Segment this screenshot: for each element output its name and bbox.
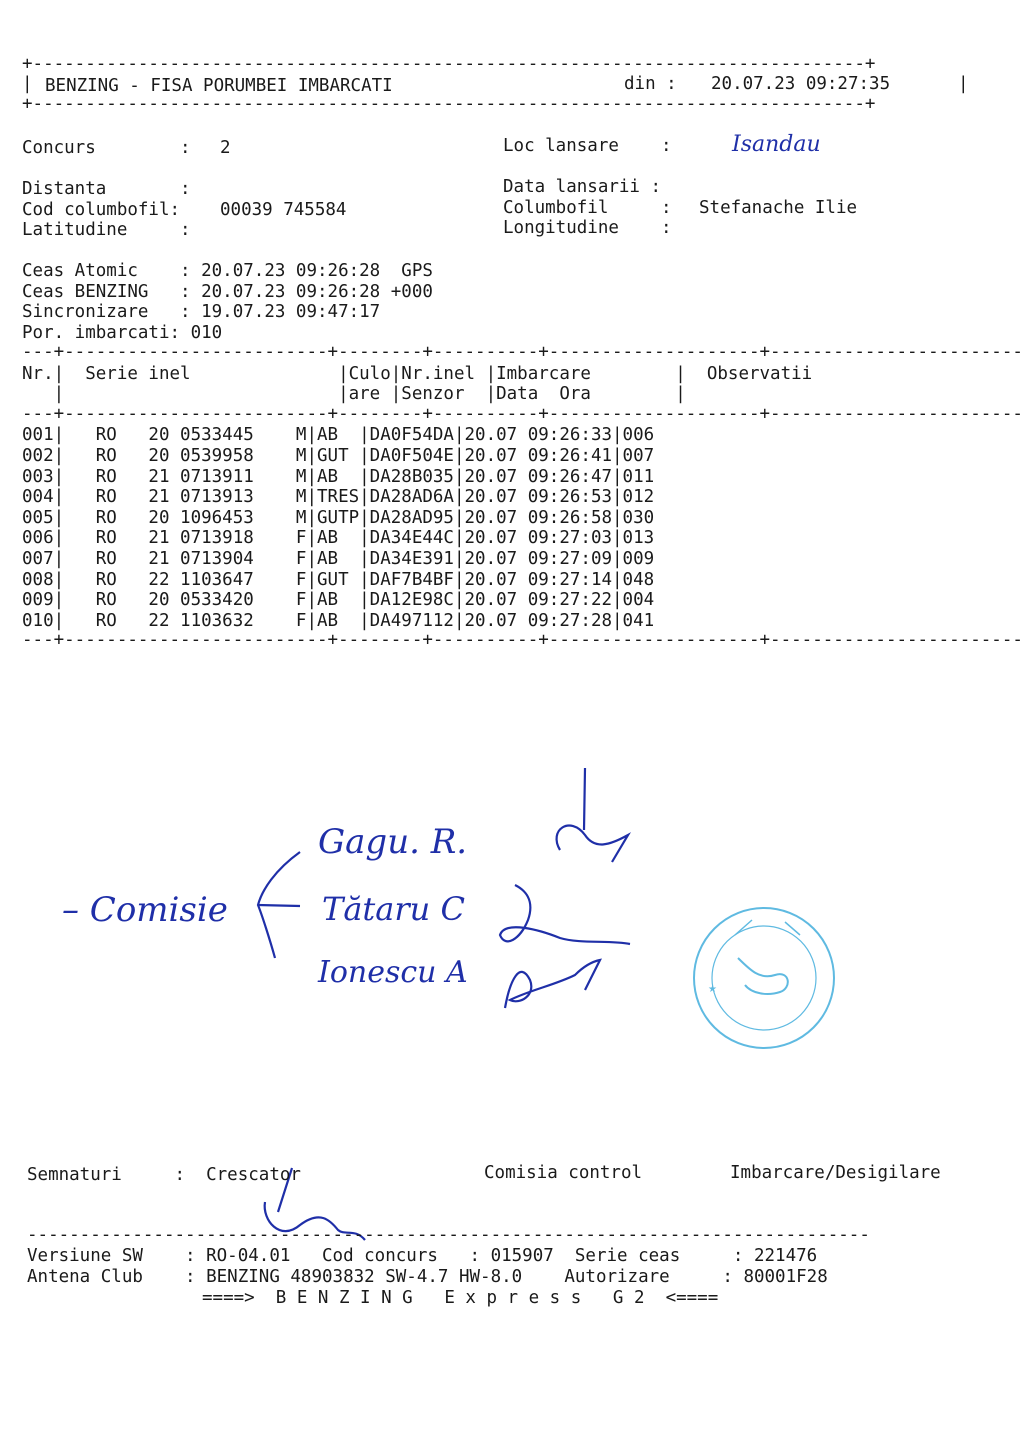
- loc-lansare-label: Loc lansare :: [503, 136, 672, 156]
- table-rule-bottom: ---+-------------------------+--------+----------+--------------------+------------------------: [22, 630, 1023, 650]
- versiune-sw-line: Versiune SW : RO-04.01 Cod concurs : 015907 Serie ceas : 221476: [27, 1246, 818, 1266]
- table-row: 001| RO 20 0533445 M|AB |DA0F54DA|20.07 09:26:33|006: [22, 425, 655, 445]
- commission-name-2: Tătaru C: [322, 890, 465, 928]
- concurs-label: Concurs :: [22, 138, 191, 158]
- benzing-express-banner: ====> B E N Z I N G E x p r e s s G 2 <====: [202, 1288, 719, 1308]
- cod-columbofil-value: 00039 745584: [220, 200, 347, 220]
- antena-club-line: Antena Club : BENZING 48903832 SW-4.7 HW-8.0 Autorizare : 80001F28: [27, 1267, 828, 1287]
- commission-name-1: Gagu. R.: [318, 822, 468, 862]
- table-row: 010| RO 22 1103632 F|AB |DA497112|20.07 09:27:28|041: [22, 611, 655, 631]
- porumbei-imbarcati: Por. imbarcati: 010: [22, 323, 223, 343]
- table-header-row-2: | |are |Senzor |Data Ora |: [22, 384, 686, 404]
- signature-3: [505, 960, 600, 1008]
- sincronizare: Sincronizare : 19.07.23 09:47:17: [22, 302, 381, 322]
- table-row: 003| RO 21 0713911 M|AB |DA28B035|20.07 09:26:47|011: [22, 467, 655, 487]
- table-row: 005| RO 20 1096453 M|GUTP|DA28AD95|20.07 09:26:58|030: [22, 508, 655, 528]
- svg-text:★: ★: [708, 984, 717, 995]
- comisie-note: – Comisie: [62, 890, 228, 930]
- columbofil-value: Stefanache Ilie: [699, 198, 858, 218]
- concurs-value: 2: [220, 138, 231, 158]
- data-lansarii-label: Data lansarii :: [503, 177, 662, 197]
- header-rule-bottom: +-------------------------------------------------------------------------------+: [22, 94, 876, 114]
- distanta-label: Distanta :: [22, 179, 191, 199]
- table-rule-mid: ---+-------------------------+--------+----------+--------------------+------------------------: [22, 404, 1023, 424]
- signature-1: [557, 768, 628, 862]
- brace-arrow: [258, 905, 300, 906]
- footer-rule: --------------------------------------------------------------------------------: [27, 1225, 870, 1245]
- table-row: 007| RO 21 0713904 F|AB |DA34E391|20.07 09:27:09|009: [22, 549, 655, 569]
- signature-2: [500, 885, 630, 944]
- din-label: din :: [624, 74, 677, 94]
- association-stamp: [694, 908, 834, 1048]
- table-rule-top: ---+-------------------------+--------+----------+--------------------+------------------------: [22, 342, 1023, 362]
- table-header-row-1: Nr.| Serie inel |Culo|Nr.inel |Imbarcare | Observatii: [22, 364, 813, 384]
- table-row: 002| RO 20 0539958 M|GUT |DA0F504E|20.07 09:26:41|007: [22, 446, 655, 466]
- table-row: 006| RO 21 0713918 F|AB |DA34E44C|20.07 09:27:03|013: [22, 528, 655, 548]
- din-value: 20.07.23 09:27:35: [711, 74, 891, 94]
- table-row: 004| RO 21 0713913 M|TRES|DA28AD6A|20.07 09:26:53|012: [22, 487, 655, 507]
- semnaturi-crescator: Semnaturi : Crescator: [27, 1165, 301, 1185]
- ceas-benzing: Ceas BENZING : 20.07.23 09:26:28 +000: [22, 282, 433, 302]
- report-title: BENZING - FISA PORUMBEI IMBARCATI: [45, 76, 393, 96]
- header-left-bar: |: [22, 74, 33, 94]
- cod-columbofil-label: Cod columbofil:: [22, 200, 181, 220]
- table-row: 008| RO 22 1103647 F|GUT |DAF7B4BF|20.07 09:27:14|048: [22, 570, 655, 590]
- columbofil-label: Columbofil :: [503, 198, 672, 218]
- header-rule-top: +-------------------------------------------------------------------------------+: [22, 54, 876, 74]
- latitudine-label: Latitudine :: [22, 220, 191, 240]
- table-row: 009| RO 20 0533420 F|AB |DA12E98C|20.07 09:27:22|004: [22, 590, 655, 610]
- ceas-atomic: Ceas Atomic : 20.07.23 09:26:28 GPS: [22, 261, 433, 281]
- imbarcare-desigilare-label: Imbarcare/Desigilare: [730, 1163, 941, 1183]
- commission-name-3: Ionescu A: [318, 955, 468, 990]
- header-right-bar: |: [958, 74, 969, 94]
- longitudine-label: Longitudine :: [503, 218, 672, 238]
- comisia-control-label: Comisia control: [484, 1163, 643, 1183]
- loc-lansare-value: Isandau: [732, 132, 821, 157]
